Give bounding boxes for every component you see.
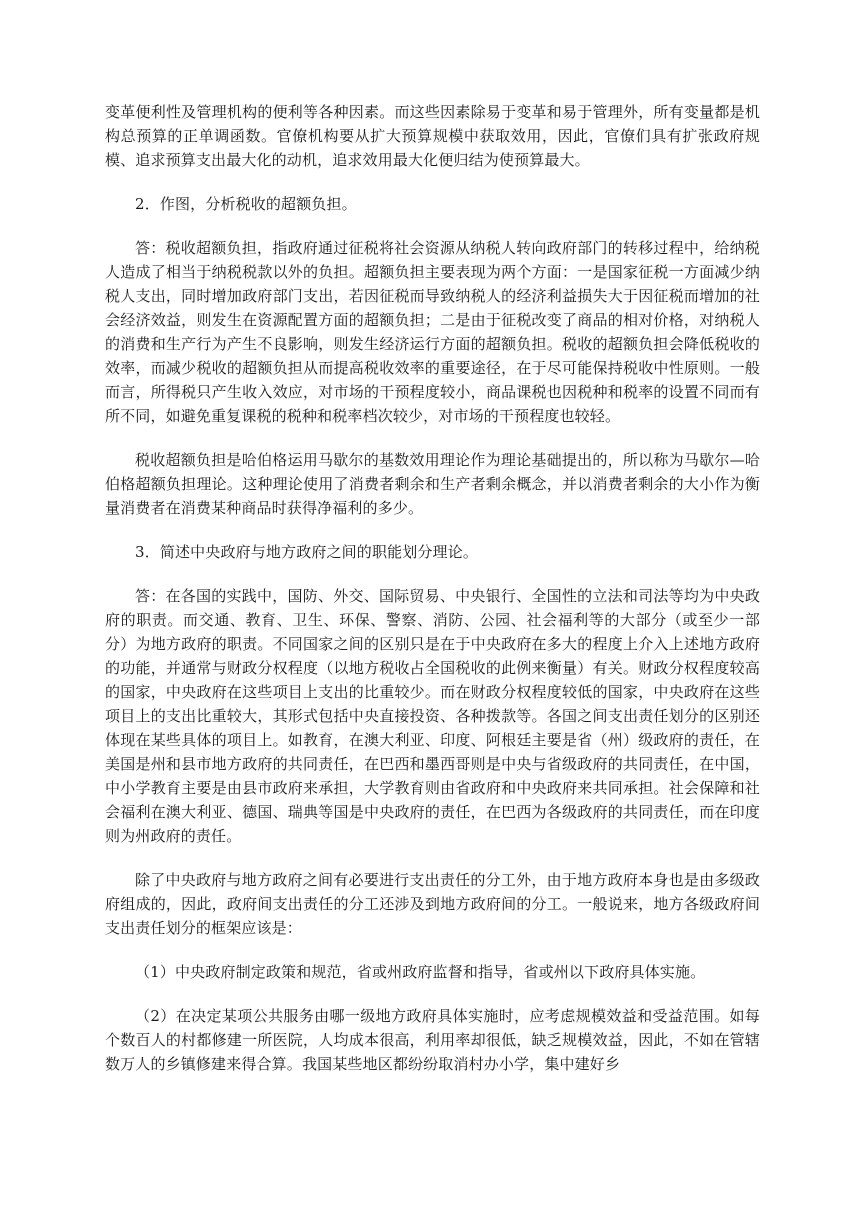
- paragraph-budget-continuation: 变革便利性及管理机构的便利等各种因素。而这些因素除易于变革和易于管理外，所有变量都是机构总预算的正单调函数。官僚机构要从扩大预算规模中获取效用，因此，官僚们具有扩张政府规模、追求预算支出最大化的动机，追求效用最大化便归结为使预算最大。: [105, 103, 760, 169]
- question-3-heading: 3．简述中央政府与地方政府之间的职能划分理论。: [135, 543, 478, 561]
- answer-3-local-division-paragraph: 除了中央政府与地方政府之间有必要进行支出责任的分工外，由于地方政府本身也是由多级政府组成的，因此，政府间支出责任的分工还涉及到地方政府间的分工。一般说来，地方各级政府间支出责任划分的框架应该是：: [105, 871, 760, 937]
- list-item-2: （2）在决定某项公共服务由哪一级地方政府具体实施时，应考虑规模效益和受益范围。如每个数百人的村都修建一所医院，人均成本很高，利用率却很低，缺乏规模效益，因此，不如在管辖数万人的乡镇修建来得合算。我国某些地区都纷纷取消村办小学，集中建好乡: [105, 1007, 760, 1073]
- answer-2-paragraph: 答：税收超额负担，指政府通过征税将社会资源从纳税人转向政府部门的转移过程中，给纳税人造成了相当于纳税税款以外的负担。超额负担主要表现为两个方面：一是国家征税一方面减少纳税人支出，同时增加政府部门支出，若因征税而导致纳税人的经济利益损失大于因征税而增加的社会经济效益，则发生在资源配置方面的超额负担；二是由于征税改变了商品的相对价格，对纳税人的消费和生产行为产生不良影响，则发生经济运行方面的超额负担。税收的超额负担会降低税收的效率，而减少税收的超额负担从而提高税收效率的重要途径，在于尽可能保持税收中性原则。一般而言，所得税只产生收入效应，对市场的干预程度较小，商品课税也因税种和税率的设置不同而有所不同，如避免重复课税的税种和税率档次较少，对市场的干预程度也较轻。: [105, 239, 760, 425]
- question-2-heading: 2．作图，分析税收的超额负担。: [135, 195, 357, 213]
- document-body: [105, 100, 760, 1096]
- answer-3-paragraph: 答：在各国的实践中，国防、外交、国际贸易、中央银行、全国性的立法和司法等均为中央政府的职责。而交通、教育、卫生、环保、警察、消防、公园、社会福利等的大部分（或至少一部分）为地方政府的职责。不同国家之间的区别只是在于中央政府在多大的程度上介入上述地方政府的功能，并通常与财政分权程度（以地方税收占全国税收的此例来衡量）有关。财政分权程度较高的国家，中央政府在这些项目上支出的比重较少。而在财政分权程度较低的国家，中央政府在这些项目上的支出比重较大，其形式包括中央直接投资、各种拨款等。各国之间支出责任划分的区别还体现在某些具体的项目上。如教育，在澳大利亚、印度、阿根廷主要是省（州）级政府的责任，在美国是州和县市地方政府的共同责任，在巴西和墨西哥则是中央与省级政府的共同责任，在中国，中小学教育主要是由县市政府来承担，大学教育则由省政府和中央政府来共同承担。社会保障和社会福利在澳大利亚、德国、瑞典等国是中央政府的责任，在巴西为各级政府的共同责任，而在印度则为州政府的责任。: [105, 587, 760, 845]
- list-item-1: （1）中央政府制定政策和规范，省或州政府监督和指导，省或州以下政府具体实施。: [135, 963, 706, 981]
- answer-2-harberger-paragraph: 税收超额负担是哈伯格运用马歇尔的基数效用理论作为理论基础提出的，所以称为马歇尔—哈伯格超额负担理论。这种理论使用了消费者剩余和生产者剩余概念，并以消费者剩余的大小作为衡量消费者在消费某种商品时获得净福利的多少。: [105, 451, 760, 517]
